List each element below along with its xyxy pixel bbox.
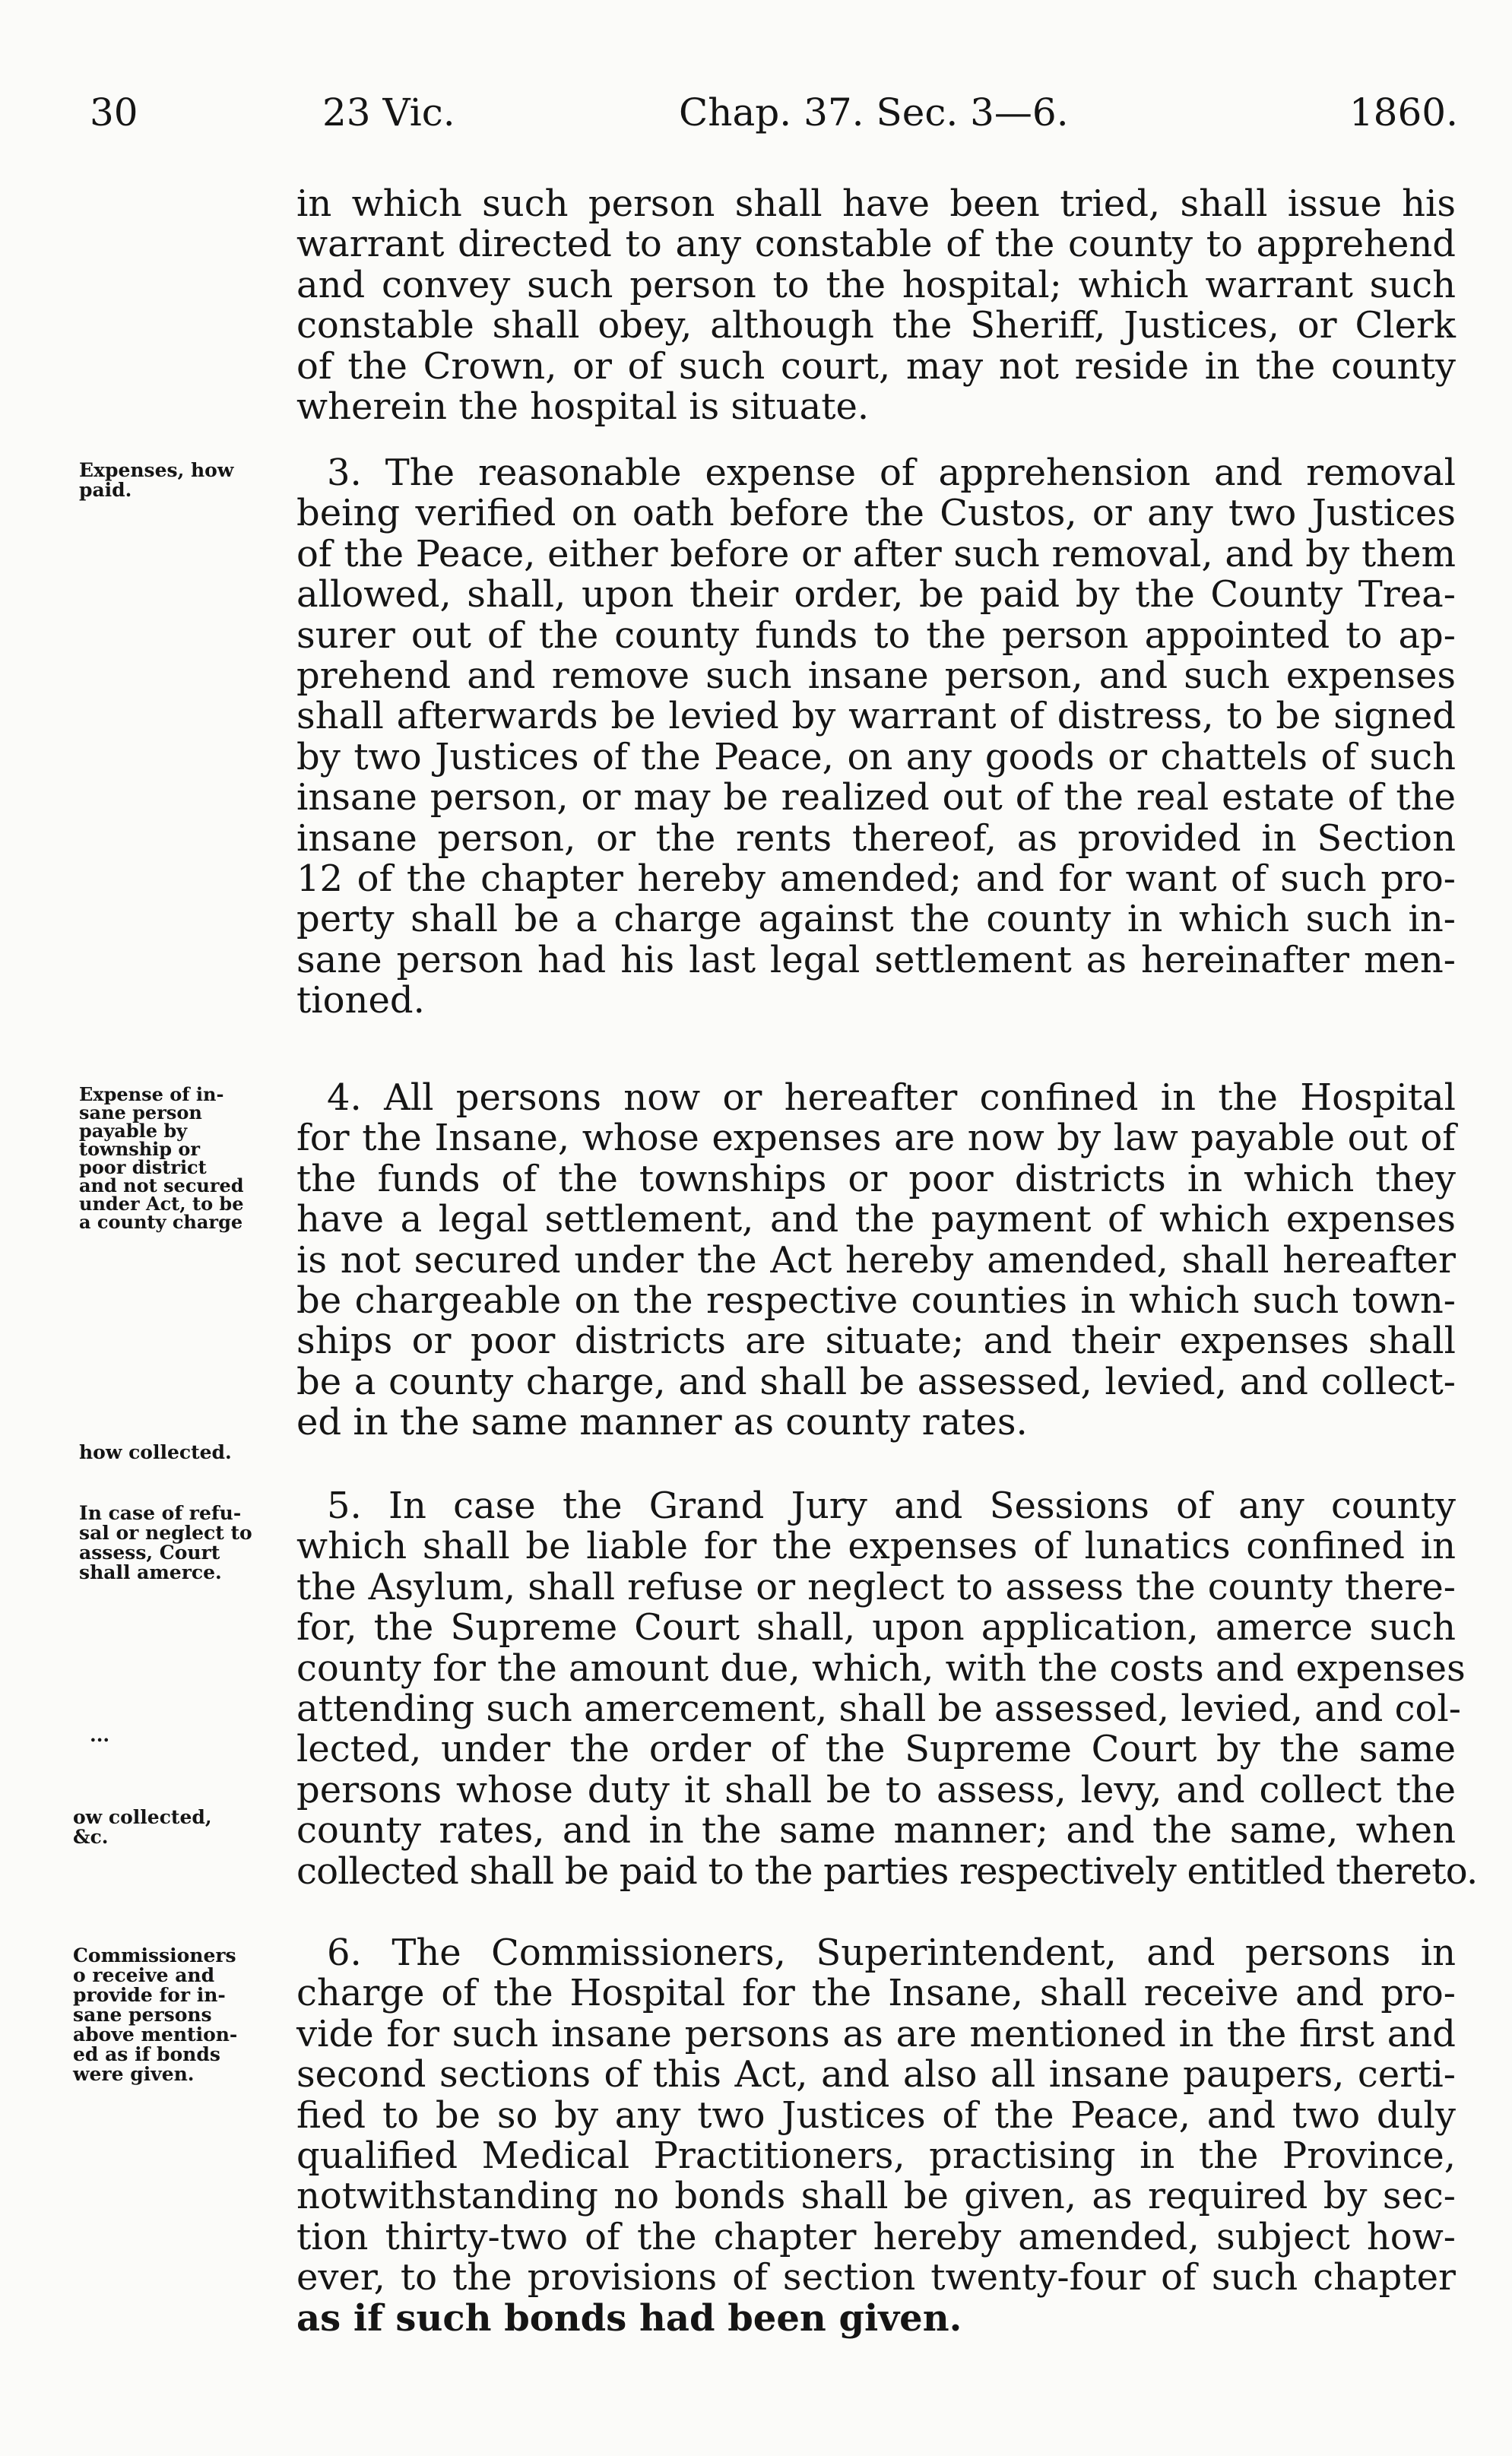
text-line: being verified on oath before the Custos, or any two Justices xyxy=(296,492,1456,535)
margin-note-line: Expenses, how xyxy=(79,459,234,481)
margin-note-line: a county charge xyxy=(79,1211,243,1233)
margin-note-line: ow collected, xyxy=(73,1806,212,1828)
text-line: insane person, or the rents thereof, as provided in Section xyxy=(296,816,1456,860)
text-line: which shall be liable for the expenses of lunatics confined in xyxy=(296,1525,1456,1568)
text-line: charge of the Hospital for the Insane, shall receive and pro- xyxy=(296,1972,1456,2015)
text-line: wherein the hospital is situate. xyxy=(296,385,870,429)
text-line: county for the amount due, which, with the costs and expenses xyxy=(296,1646,1466,1690)
text-line: prehend and remove such insane person, and such expenses xyxy=(296,654,1456,698)
margin-note-line: sal or neglect to xyxy=(79,1522,252,1544)
margin-note-line: Expense of in- xyxy=(79,1083,224,1105)
margin-note-line: payable by xyxy=(79,1120,188,1142)
margin-note-line: poor district xyxy=(79,1156,207,1178)
margin-note-line: o receive and xyxy=(73,1964,215,1986)
text-line: tion thirty-two of the chapter hereby amended, subject how- xyxy=(296,2215,1456,2258)
margin-note-line: assess, Court xyxy=(79,1542,220,1564)
margin-note-how-collected xyxy=(79,1443,284,1463)
margin-note-line: provide for in- xyxy=(73,1984,226,2006)
text-line: as if such bonds had been given. xyxy=(296,2296,962,2340)
text-line: 4. All persons now or hereafter confined in the Hospital xyxy=(327,1076,1456,1119)
text-line: collected shall be paid to the parties respectively entitled thereto. xyxy=(296,1849,1478,1893)
page-number: 30 xyxy=(90,90,138,135)
text-line: fied to be so by any two Justices of the Peace, and two duly xyxy=(296,2093,1456,2137)
text-line: ed in the same manner as county rates. xyxy=(296,1401,1028,1444)
margin-note-line: sane persons xyxy=(73,2004,212,2026)
margin-note-line: ed as if bonds xyxy=(73,2043,220,2065)
text-line: qualified Medical Practitioners, practising in the Province, xyxy=(296,2134,1456,2178)
margin-note-court-shall-amerce xyxy=(79,1504,284,1583)
text-line: perty shall be a charge against the county in which such in- xyxy=(296,898,1456,941)
text-line: ships or poor districts are situate; and their expenses shall xyxy=(296,1320,1456,1363)
margin-note-expenses-how-paid xyxy=(79,461,284,500)
text-line: tioned. xyxy=(296,979,425,1022)
section-3 xyxy=(296,453,1456,1022)
text-line: 6. The Commissioners, Superintendent, and persons in xyxy=(327,1932,1456,1974)
margin-note-commissioners xyxy=(73,1946,278,2084)
margin-note-line: township or xyxy=(79,1138,201,1160)
text-line: and convey such person to the hospital; which warrant such xyxy=(296,263,1456,306)
text-line: surer out of the county funds to the person appointed to ap- xyxy=(296,613,1456,657)
margin-note-line: In case of refu- xyxy=(79,1502,242,1524)
text-line: lected, under the order of the Supreme Court by the same xyxy=(296,1728,1456,1771)
chapter-section-reference: Chap. 37. Sec. 3—6. xyxy=(679,90,1069,135)
margin-note-line: paid. xyxy=(79,479,132,501)
margin-note-ellipsis xyxy=(90,1726,295,1745)
margin-note-line: ... xyxy=(90,1724,110,1746)
text-line: of the Crown, or of such court, may not reside in the county xyxy=(296,344,1456,388)
statute-reference: 23 Vic. xyxy=(322,90,455,135)
margin-note-line: under Act, to be xyxy=(79,1193,244,1215)
text-line: in which such person shall have been tried, shall issue his xyxy=(296,182,1456,225)
text-line: ever, to the provisions of section twenty-four of such chapter xyxy=(296,2256,1456,2299)
margin-note-line: above mention- xyxy=(73,2023,238,2046)
margin-note-line: sane person xyxy=(79,1101,202,1123)
text-line: have a legal settlement, and the payment of which expenses xyxy=(296,1198,1456,1241)
text-line: sane person had his last legal settlement as hereinafter men- xyxy=(296,938,1456,981)
text-line: by two Justices of the Peace, on any goods or chattels of such xyxy=(296,735,1456,778)
section-4 xyxy=(296,1078,1456,1443)
text-line: warrant directed to any constable of the county to apprehend xyxy=(296,223,1456,266)
text-line: is not secured under the Act hereby amended, shall hereafter xyxy=(296,1238,1456,1282)
text-line: 5. In case the Grand Jury and Sessions of any county xyxy=(327,1485,1456,1527)
text-line: second sections of this Act, and also all insane paupers, certi- xyxy=(296,2053,1456,2096)
text-line: 3. The reasonable expense of apprehension and removal xyxy=(327,452,1456,494)
paragraph-continuation xyxy=(296,184,1456,427)
section-5 xyxy=(296,1485,1478,1893)
text-line: constable shall obey, although the Sheriff, Justices, or Clerk xyxy=(296,304,1456,347)
text-line: vide for such insane persons as are mentioned in the first and xyxy=(296,2012,1456,2055)
text-line: of the Peace, either before or after such removal, and by them xyxy=(296,532,1456,575)
margin-note-line: and not secured xyxy=(79,1174,244,1196)
text-line: be chargeable on the respective counties in which such town- xyxy=(296,1279,1456,1323)
margin-note-line: how collected. xyxy=(79,1441,232,1463)
text-line: be a county charge, and shall be assessed, levied, and collect- xyxy=(296,1360,1456,1403)
text-line: allowed, shall, upon their order, be paid by the County Trea- xyxy=(296,573,1456,616)
text-line: for, the Supreme Court shall, upon application, amerce such xyxy=(296,1606,1456,1649)
text-line: for the Insane, whose expenses are now by law payable out of xyxy=(296,1117,1456,1160)
page-header xyxy=(90,82,1458,151)
margin-note-line: shall amerce. xyxy=(79,1561,222,1583)
text-line: shall afterwards be levied by warrant of distress, to be signed xyxy=(296,695,1456,738)
margin-note-ow-collected xyxy=(73,1808,278,1847)
text-line: attending such amercement, shall be assessed, levied, and col- xyxy=(296,1688,1461,1731)
margin-note-expense-county-charge xyxy=(79,1085,284,1231)
margin-note-line: Commissioners xyxy=(73,1944,236,1966)
text-line: persons whose duty it shall be to assess, levy, and collect the xyxy=(296,1768,1456,1811)
text-line: county rates, and in the same manner; and the same, when xyxy=(296,1809,1456,1852)
text-line: 12 of the chapter hereby amended; and for want of such pro- xyxy=(296,857,1456,901)
margin-note-line: &c. xyxy=(73,1826,109,1848)
text-line: the Asylum, shall refuse or neglect to assess the county there- xyxy=(296,1565,1456,1608)
section-6 xyxy=(296,1933,1456,2339)
margin-note-line: were given. xyxy=(73,2063,195,2085)
text-line: the funds of the townships or poor districts in which they xyxy=(296,1157,1456,1200)
text-line: notwithstanding no bonds shall be given, as required by sec- xyxy=(296,2175,1456,2218)
year: 1860. xyxy=(1349,90,1458,135)
text-line: insane person, or may be realized out of the real estate of the xyxy=(296,776,1456,819)
